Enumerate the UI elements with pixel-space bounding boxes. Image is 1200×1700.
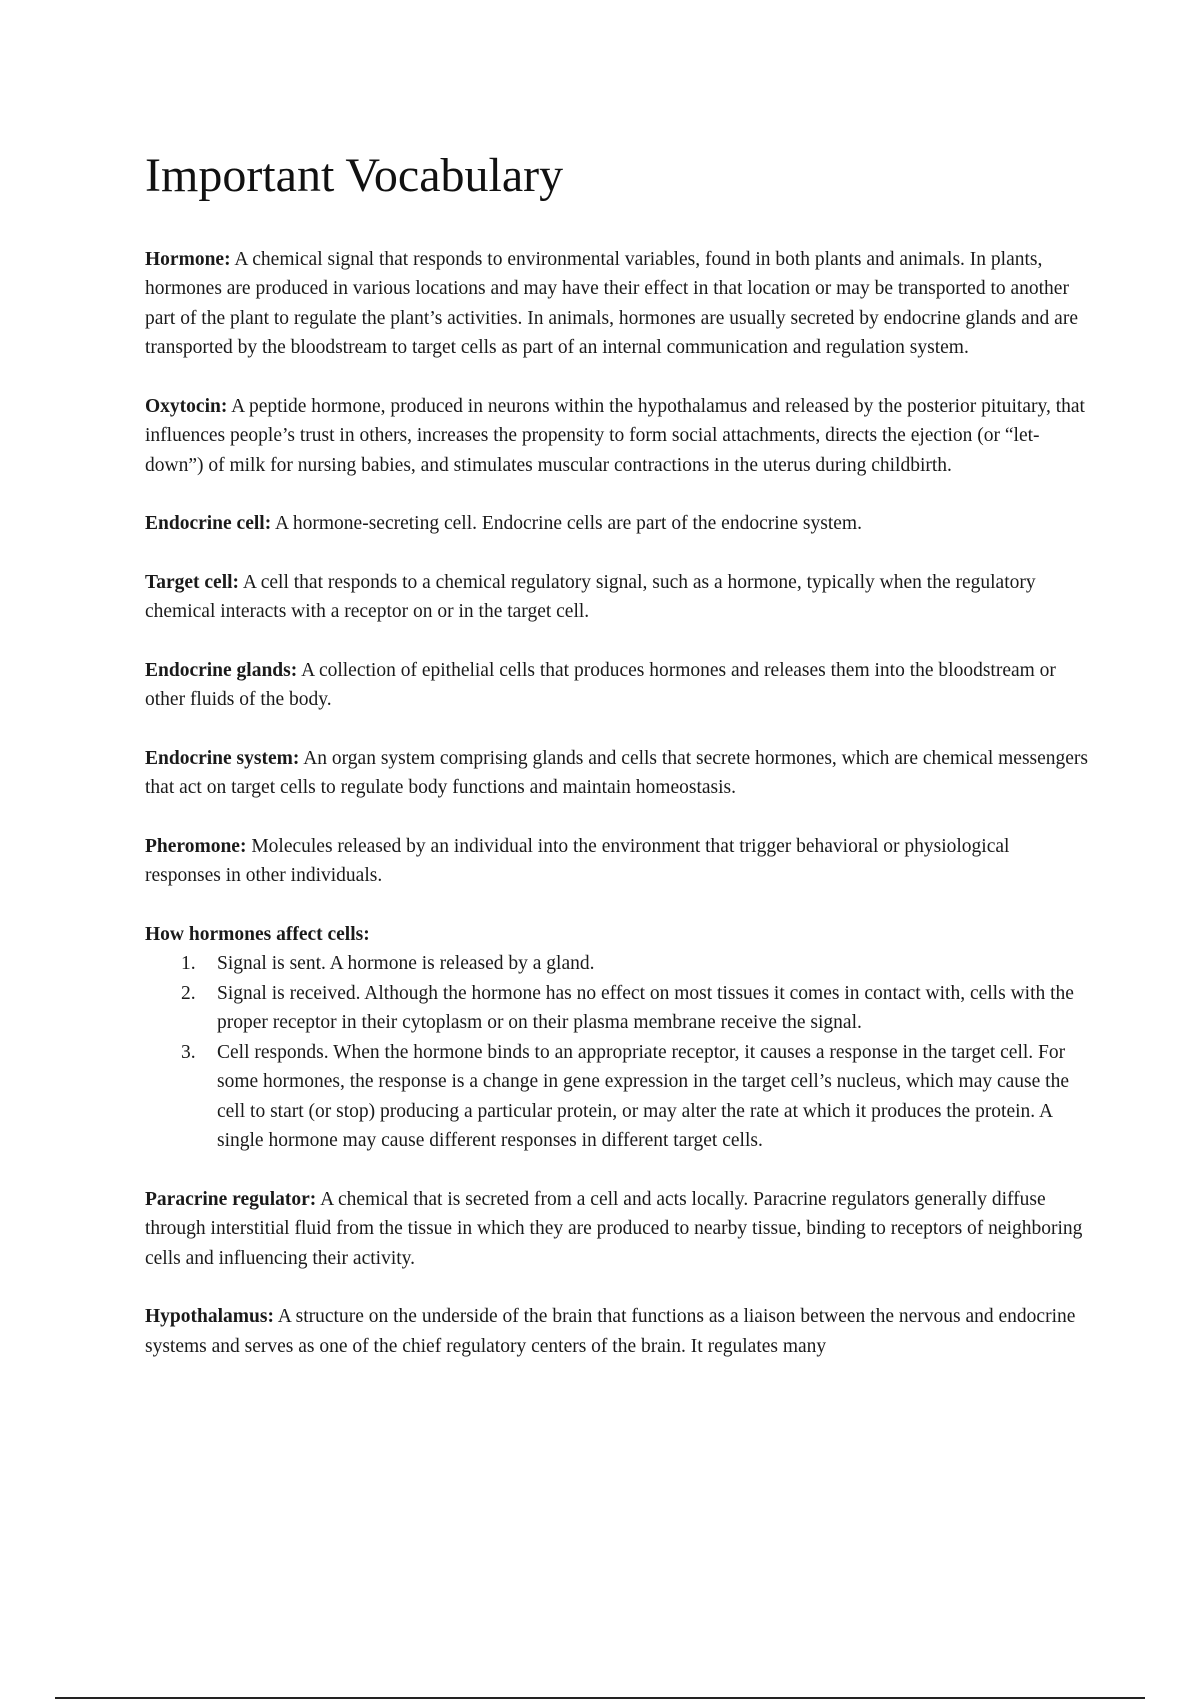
term-pheromone: Pheromone: [145, 835, 247, 857]
list-item-text: Cell responds. When the hormone binds to an appropriate receptor, it causes a response in the target cell. For some hormones, the response is a change in gene expression in the target cell’s nucleus, which may cause the cell to start (or stop) producing a particular protein, or may alter the rate at which it produces the protein. A single hormone may cause different responses in different target cells. [217, 1041, 1069, 1152]
list-item-number: 1. [181, 953, 196, 975]
how-hormones-list [145, 949, 1090, 1156]
term-target-cell: Target cell: [145, 571, 240, 593]
definition-endocrine-cell: A hormone-secreting cell. Endocrine cells are part of the endocrine system. [275, 513, 862, 535]
entry-hormone [145, 245, 1090, 363]
list-item-text: Signal is sent. A hormone is released by a gland. [217, 953, 595, 975]
term-hypothalamus: Hypothalamus: [145, 1306, 274, 1328]
term-hormone: Hormone: [145, 248, 231, 270]
definition-target-cell: A cell that responds to a chemical regulatory signal, such as a hormone, typically when the regulatory chemical interacts with a receptor on or in the target cell. [145, 571, 1036, 623]
entry-target-cell [145, 568, 1090, 627]
entry-hypothalamus [145, 1302, 1090, 1361]
definition-hypothalamus: A structure on the underside of the brain that functions as a liaison between the nervous and endocrine systems and serves as one of the chief regulatory centers of the brain. It regulates many [145, 1306, 1076, 1357]
entry-paracrine-regulator [145, 1185, 1090, 1274]
list-item-text: Signal is received. Although the hormone has no effect on most tissues it comes in contact with, cells with the proper receptor in their cytoplasm or on their plasma membrane receive the signal. [217, 982, 1074, 1034]
list-item-number: 3. [181, 1041, 196, 1063]
entry-oxytocin [145, 392, 1090, 481]
list-item [145, 979, 1090, 1038]
entry-endocrine-system [145, 744, 1090, 803]
list-item [145, 1038, 1090, 1156]
list-item [145, 949, 1090, 979]
definition-pheromone: Molecules released by an individual into the environment that trigger behavioral or physiological responses in other individuals. [145, 835, 1010, 887]
document-page [145, 150, 1090, 1390]
term-endocrine-cell: Endocrine cell: [145, 513, 272, 535]
definition-endocrine-system: An organ system comprising glands and cells that secrete hormones, which are chemical messengers that act on target cells to regulate body functions and maintain homeostasis. [145, 747, 1089, 799]
page-bottom-divider [55, 1697, 1145, 1699]
definition-oxytocin: A peptide hormone, produced in neurons within the hypothalamus and released by the posterior pituitary, that influences people’s trust in others, increases the propensity to form social attachments, directs the ejection (or “let-down”) of milk for nursing babies, and stimulates muscular contractions in the uterus during childbirth. [145, 395, 1085, 476]
term-endocrine-glands: Endocrine glands: [145, 659, 298, 681]
definition-endocrine-glands: A collection of epithelial cells that produces hormones and releases them into the bloodstream or other fluids of the body. [145, 659, 1056, 711]
definition-paracrine-regulator: A chemical that is secreted from a cell and acts locally. Paracrine regulators generally diffuse through interstitial fluid from the tissue in which they are produced to nearby tissue, binding to receptors of neighboring cells and influencing their activity. [145, 1188, 1083, 1269]
list-item-number: 2. [181, 982, 196, 1004]
term-paracrine-regulator: Paracrine regulator: [145, 1188, 317, 1210]
page-title: Important Vocabulary [145, 149, 564, 202]
entry-endocrine-cell [145, 509, 1090, 539]
how-hormones-heading: How hormones affect cells: [145, 923, 370, 945]
entry-pheromone [145, 832, 1090, 891]
term-endocrine-system: Endocrine system: [145, 747, 300, 769]
entry-endocrine-glands [145, 656, 1090, 715]
definition-hormone: A chemical signal that responds to environmental variables, found in both plants and animals. In plants, hormones are produced in various locations and may have their effect in that location or may be transported to another part of the plant to regulate the plant’s activities. In animals, hormones are usually secreted by endocrine glands and are transported by the bloodstream to target cells as part of an internal communication and regulation system. [145, 248, 1078, 359]
term-oxytocin: Oxytocin: [145, 395, 228, 417]
